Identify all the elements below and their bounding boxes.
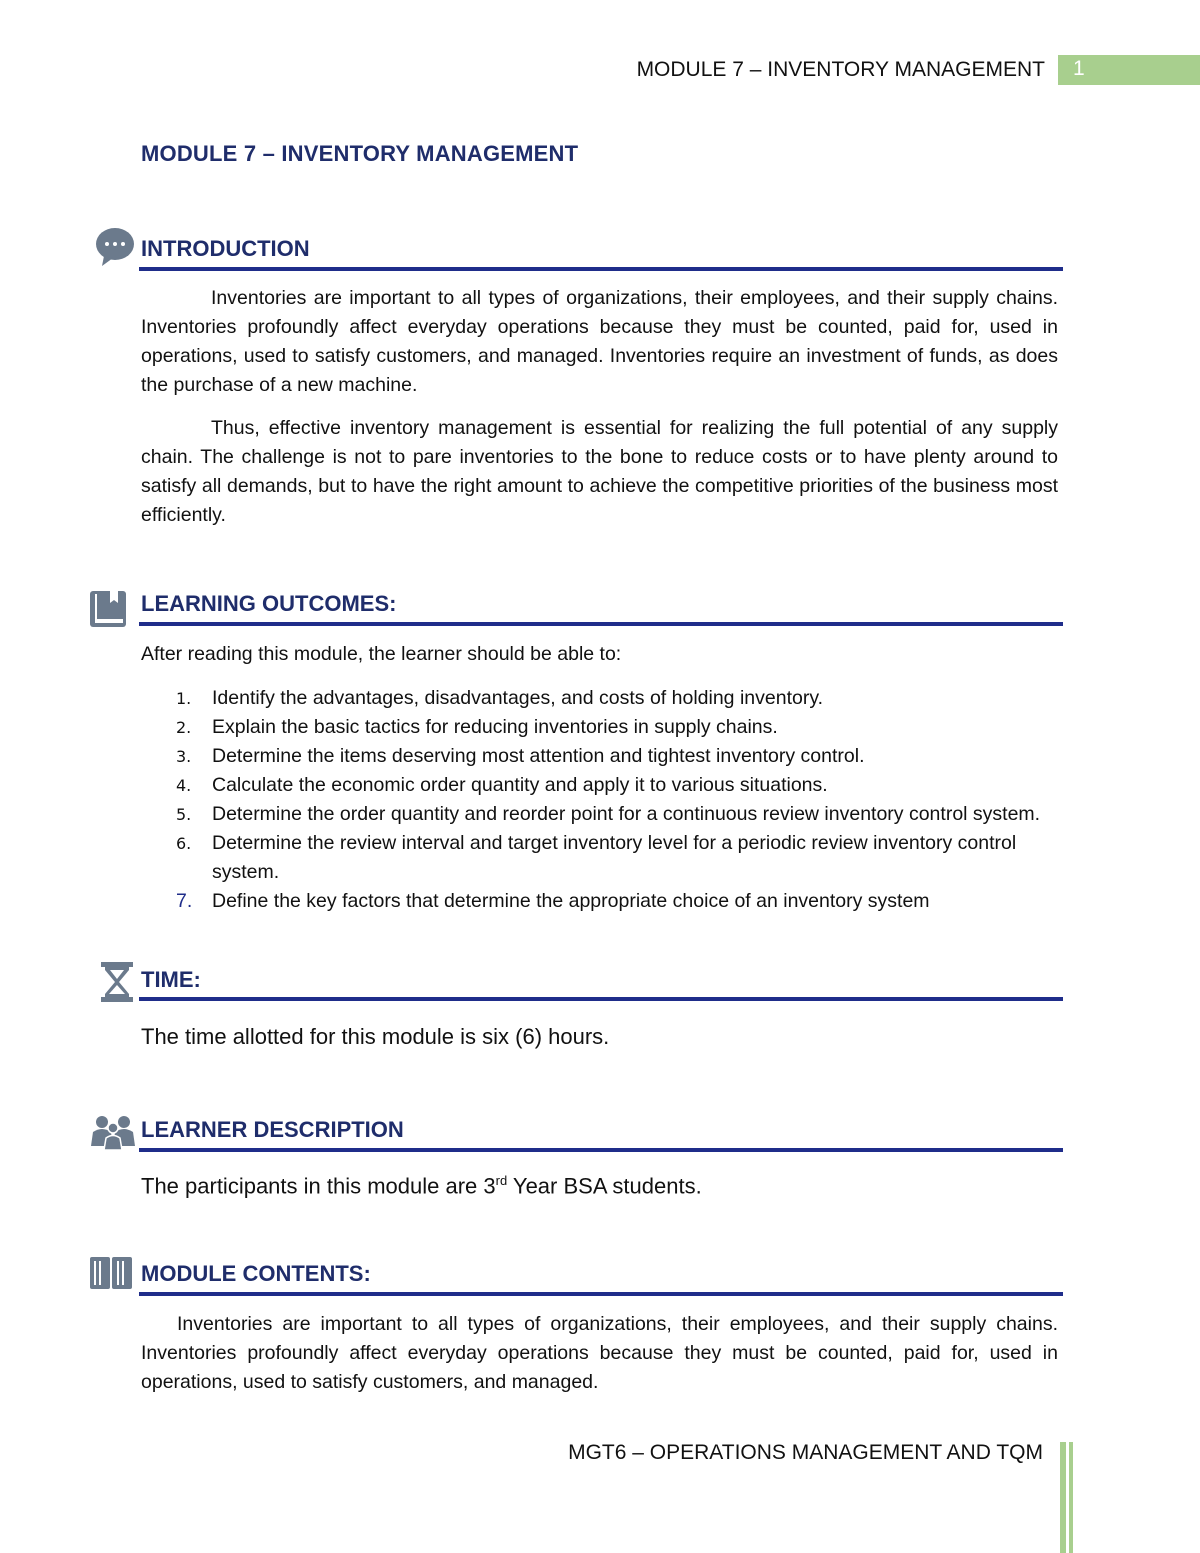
page-number-badge [1058, 55, 1200, 85]
list-item-number: 2. [176, 718, 192, 737]
document-title: MODULE 7 – INVENTORY MANAGEMENT [141, 141, 579, 166]
list-item-text: Identify the advantages, disadvantages, and costs of holding inventory. [212, 687, 824, 709]
footer-accent-gap [1066, 1442, 1069, 1553]
time-rule [139, 997, 1063, 1001]
time-heading: TIME: [141, 967, 201, 992]
list-item-text: Calculate the economic order quantity and apply it to various situations. [212, 774, 828, 796]
list-item-text: Define the key factors that determine the appropriate choice of an inventory system [212, 890, 930, 912]
list-item-text: Determine the order quantity and reorder point for a continuous review inventory control system. [212, 803, 1041, 825]
ordinal-superscript: rd [495, 1173, 508, 1188]
people-icon [90, 1114, 136, 1150]
running-header-title: MODULE 7 – INVENTORY MANAGEMENT [636, 58, 1045, 81]
learning-outcomes-intro: After reading this module, the learner should be able to: [141, 643, 622, 665]
list-item-number: 1. [176, 689, 192, 708]
list-item [141, 684, 1061, 713]
learner-description-text-start: The participants in this module are 3 [141, 1173, 496, 1199]
list-item-number: 6. [176, 834, 192, 853]
introduction-rule [139, 267, 1063, 271]
learner-description-text [141, 1166, 1058, 1200]
time-text: The time allotted for this module is six (6) hours. [141, 1024, 610, 1049]
list-item [141, 829, 1061, 887]
speech-bubble-icon [94, 226, 136, 268]
learning-outcomes-heading: LEARNING OUTCOMES: [141, 591, 397, 616]
hourglass-icon [99, 961, 135, 1003]
list-item-number: 7. [176, 890, 193, 912]
learner-description-rule [139, 1148, 1063, 1152]
introduction-heading: INTRODUCTION [141, 236, 310, 261]
introduction-paragraph-1-text: Inventories are important to all types of organizations, their employees, and their supply chains. Inventories profoundly affect everyday operations because they must be counted, paid for, used in operations, used to satisfy customers, and managed. Inventories require an investment of funds, as does the purchase of a new machine. [141, 287, 1058, 396]
module-contents-rule [139, 1292, 1063, 1296]
list-item [141, 742, 1061, 771]
book-icon [88, 589, 128, 629]
learning-outcomes-list [141, 684, 1061, 916]
footer-course-title: MGT6 – OPERATIONS MANAGEMENT AND TQM [568, 1441, 1043, 1464]
list-item [141, 771, 1061, 800]
list-item-number: 3. [176, 747, 192, 766]
list-item-text: Determine the review interval and target inventory level for a periodic review inventory control system. [212, 832, 1017, 883]
list-item-number: 4. [176, 776, 192, 795]
introduction-paragraph-2 [141, 414, 1058, 530]
learning-outcomes-rule [139, 622, 1063, 626]
module-contents-paragraph [141, 1310, 1058, 1397]
list-item-text: Explain the basic tactics for reducing inventories in supply chains. [212, 716, 778, 738]
learner-description-heading: LEARNER DESCRIPTION [141, 1117, 404, 1142]
list-item-number: 5. [176, 805, 192, 824]
list-item [141, 887, 1061, 916]
introduction-paragraph-1 [141, 284, 1058, 400]
list-item [141, 713, 1061, 742]
list-item-text: Determine the items deserving most attention and tightest inventory control. [212, 745, 865, 767]
open-book-icon [89, 1255, 133, 1291]
module-contents-heading: MODULE CONTENTS: [141, 1261, 371, 1286]
introduction-paragraph-2-text: Thus, effective inventory management is essential for realizing the full potential of any supply chain. The challenge is not to pare inventories to the bone to reduce costs or to have plenty around to satisfy all demands, but to have the right amount to achieve the competitive priorities of the business most efficiently. [141, 417, 1058, 526]
module-contents-paragraph-text: Inventories are important to all types of organizations, their employees, and their supply chains. Inventories profoundly affect everyday operations because they must be counted, paid for, used in operations, used to satisfy customers, and managed. [141, 1313, 1058, 1393]
page-number: 1 [1073, 57, 1085, 80]
list-item [141, 800, 1061, 829]
learner-description-text-end: Year BSA students. [507, 1173, 702, 1199]
